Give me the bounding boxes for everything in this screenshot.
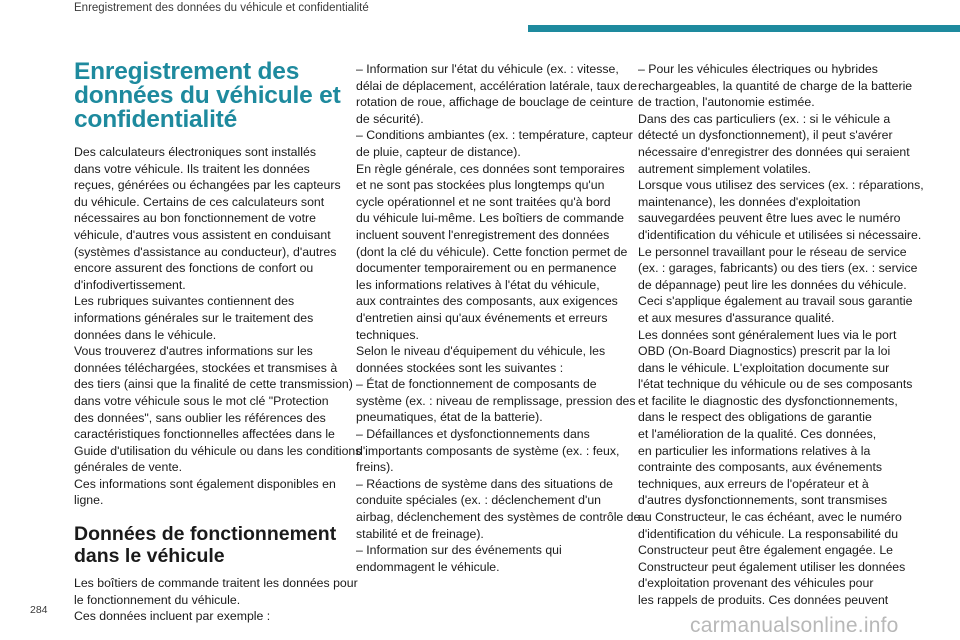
- text-line: de dépannage) peut lire les données du véhicule.: [638, 277, 907, 292]
- text-line: Dans des cas particuliers (ex. : si le véhicule a: [638, 111, 891, 126]
- text-line: (systèmes d'assistance au conducteur), d'autres: [74, 244, 337, 259]
- page-number: 284: [30, 604, 48, 616]
- title-line: Enregistrement des: [74, 58, 300, 85]
- text-line: des tiers (ainsi que la finalité de cette transmission): [74, 377, 353, 392]
- title-line: confidentialité: [74, 106, 238, 133]
- header-accent-bar: [528, 25, 960, 32]
- text-line: Vous trouverez d'autres informations sur les: [74, 344, 313, 359]
- text-line: au Constructeur, le cas échéant, avec le numéro: [638, 510, 902, 525]
- text-line: incluent souvent l'enregistrement des données: [356, 227, 610, 242]
- text-line: d'entretien ainsi qu'aux événements et erreurs: [356, 310, 608, 325]
- text-line: Les données sont généralement lues via le port: [638, 327, 897, 342]
- column-middle: [356, 61, 641, 575]
- text-line: caractéristiques fonctionnelles affectées dans le: [74, 427, 335, 442]
- text-line: maintenance), les données d'exploitation: [638, 194, 861, 209]
- text-line: détecté un dysfonctionnement), il peut s'avérer: [638, 128, 893, 143]
- watermark: carmanualsonline.info: [690, 614, 899, 637]
- text-line: et facilite le diagnostic des dysfonctionnements,: [638, 393, 898, 408]
- text-line: générales de vente.: [74, 460, 183, 475]
- text-line: techniques.: [356, 327, 419, 342]
- text-line: données téléchargées, stockées et transmises à: [74, 360, 338, 375]
- text-line: aux contraintes des composants, aux exigences: [356, 294, 618, 309]
- section-heading-line: dans le véhicule: [74, 545, 225, 568]
- text-line: de sécurité).: [356, 111, 424, 126]
- text-line: d'infodivertissement.: [74, 277, 186, 292]
- text-line: et l'amélioration de la qualité. Ces données,: [638, 427, 877, 442]
- text-line: (dont la clé du véhicule). Cette fonction permet de: [356, 244, 628, 259]
- text-line: sauvegardées peuvent être lues avec le numéro: [638, 211, 901, 226]
- text-line: d'identification du véhicule et utilisées si nécessaire.: [638, 227, 922, 242]
- text-line: documenter temporairement ou en permanence: [356, 261, 617, 276]
- page-title: [74, 60, 344, 132]
- text-line: système (ex. : niveau de remplissage, pression des: [356, 393, 636, 408]
- section-heading: [74, 523, 344, 567]
- text-line: – Réactions de système dans des situations de: [356, 476, 614, 491]
- text-line: Les rubriques suivantes contiennent des: [74, 294, 295, 309]
- text-line: Les boîtiers de commande traitent les données pour: [74, 576, 358, 591]
- text-line: autrement simplement volatiles.: [638, 161, 811, 176]
- text-line: dans votre véhicule sous le mot clé "Protection: [74, 393, 329, 408]
- text-line: Ces données incluent par exemple :: [74, 609, 271, 624]
- text-line: du véhicule lui-même. Les boîtiers de commande: [356, 211, 624, 226]
- text-line: l'état technique du véhicule ou de ses composants: [638, 377, 913, 392]
- text-line: – Pour les véhicules électriques ou hybrides: [638, 62, 878, 76]
- text-line: endommagent le véhicule.: [356, 559, 500, 574]
- text-line: – Information sur des événements qui: [356, 543, 562, 558]
- text-line: stabilité et de freinage).: [356, 526, 484, 541]
- text-line: Ceci s'applique également au travail sous garantie: [638, 294, 913, 309]
- text-line: – Défaillances et dysfonctionnements dans: [356, 427, 590, 442]
- text-line: nécessaire d'enregistrer des données qui seraient: [638, 144, 910, 159]
- text-line: cycle opérationnel et ne sont traitées qu'à bord: [356, 194, 611, 209]
- text-line: d'exploitation provenant des véhicules pour: [638, 576, 874, 591]
- text-line: conduite spéciales (ex. : déclenchement d'un: [356, 493, 602, 508]
- text-line: des données", sans oublier les références des: [74, 410, 326, 425]
- text-line: dans le véhicule. L'exploitation documente sur: [638, 360, 890, 375]
- text-line: d'importants composants de système (ex. : feux,: [356, 443, 620, 458]
- text-line: nécessaires au bon fonctionnement de votre: [74, 211, 316, 226]
- text-line: – Conditions ambiantes (ex. : température, capteur: [356, 128, 633, 143]
- text-line: OBD (On-Board Diagnostics) prescrit par la loi: [638, 344, 891, 359]
- text-line: et aux mesures d'assurance qualité.: [638, 310, 835, 325]
- text-line: techniques, aux erreurs de l'opérateur et à: [638, 476, 869, 491]
- text-line: Constructeur peut être également engagée. Le: [638, 543, 893, 558]
- text-line: les informations relatives à l'état du véhicule,: [356, 277, 600, 292]
- text-line: les rappels de produits. Ces données peuvent: [638, 593, 889, 607]
- text-line: d'autres dysfonctionnements, sont transmises: [638, 493, 888, 508]
- text-line: reçues, générées ou échangées par les capteurs: [74, 178, 341, 193]
- text-line: du véhicule. Certains de ces calculateurs sont: [74, 194, 325, 209]
- text-line: rotation de roue, affichage de bouclage de ceinture: [356, 95, 634, 110]
- text-line: données dans le véhicule.: [74, 327, 217, 342]
- text-line: véhicule, d'autres vous assistent en conduisant: [74, 227, 331, 242]
- text-line: pneumatiques, état de la batterie).: [356, 410, 543, 425]
- text-line: de pluie, capteur de distance).: [356, 144, 521, 159]
- text-line: et ne sont pas stockées plus longtemps qu'un: [356, 178, 605, 193]
- text-line: freins).: [356, 460, 394, 475]
- text-line: rechargeables, la quantité de charge de la batterie: [638, 78, 913, 93]
- text-line: – Information sur l'état du véhicule (ex. : vitesse,: [356, 62, 619, 76]
- text-line: Ces informations sont également disponibles en: [74, 476, 336, 491]
- text-line: airbag, déclenchement des systèmes de contrôle de: [356, 510, 641, 525]
- text-line: de traction, l'autonomie estimée.: [638, 95, 815, 110]
- column-left: [74, 58, 362, 625]
- text-line: encore assurent des fonctions de confort ou: [74, 261, 314, 276]
- text-line: informations générales sur le traitement des: [74, 310, 314, 325]
- text-line: d'identification du véhicule. La responsabilité du: [638, 526, 899, 541]
- text-line: (ex. : garages, fabricants) ou des tiers (ex. : service: [638, 261, 918, 276]
- text-line: Selon le niveau d'équipement du véhicule, les: [356, 344, 606, 359]
- text-line: dans votre véhicule. Ils traitent les données: [74, 161, 310, 176]
- section-heading-line: Données de fonctionnement: [74, 523, 337, 546]
- text-line: le fonctionnement du véhicule.: [74, 592, 241, 607]
- text-line: délai de déplacement, accélération latérale, taux de: [356, 78, 637, 93]
- text-line: contrainte des composants, aux événements: [638, 460, 883, 475]
- text-line: En règle générale, ces données sont temporaires: [356, 161, 625, 176]
- text-line: Lorsque vous utilisez des services (ex. : réparations,: [638, 178, 924, 193]
- text-line: – État de fonctionnement de composants de: [356, 377, 597, 392]
- intro-paragraphs: [74, 144, 362, 509]
- column-right: [638, 61, 924, 609]
- text-line: ligne.: [74, 493, 104, 508]
- text-line: dans le respect des obligations de garantie: [638, 410, 872, 425]
- text-line: Le personnel travaillant pour le réseau de service: [638, 244, 907, 259]
- section-paragraphs: [74, 575, 358, 625]
- text-line: données stockées sont les suivantes :: [356, 360, 564, 375]
- text-line: Des calculateurs électroniques sont installés: [74, 145, 316, 159]
- page-header-title: Enregistrement des données du véhicule et confidentialité: [74, 2, 369, 14]
- text-line: Constructeur peut également utiliser les données: [638, 559, 906, 574]
- text-line: Guide d'utilisation du véhicule ou dans les conditions: [74, 443, 362, 458]
- text-line: en particulier les informations relatives à la: [638, 443, 871, 458]
- title-line: données du véhicule et: [74, 82, 341, 109]
